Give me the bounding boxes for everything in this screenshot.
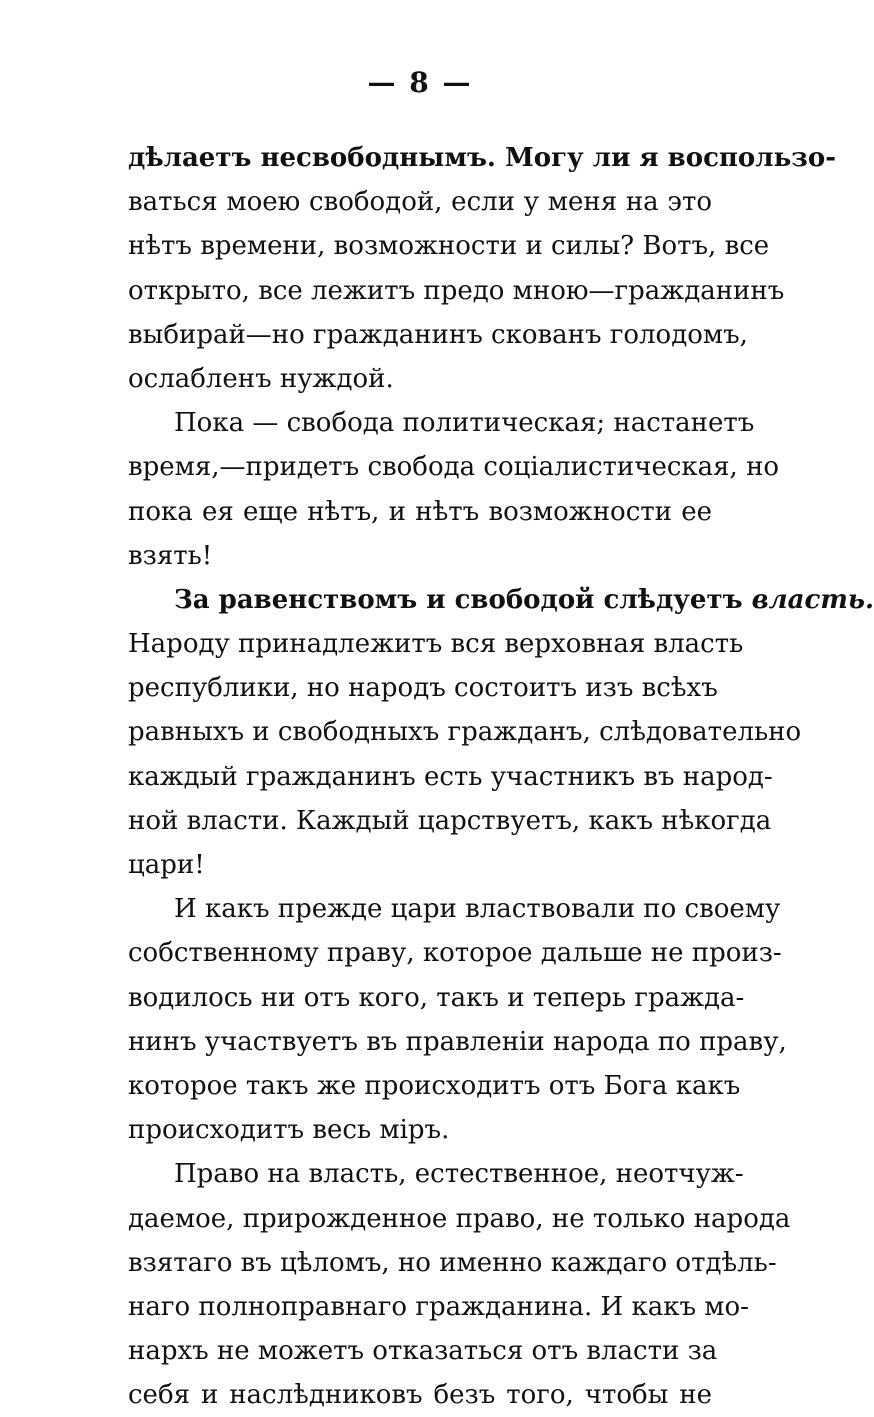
text-line: цари! — [128, 850, 205, 880]
text-line: происходитъ весь міръ. — [128, 1115, 450, 1146]
text-line: Пока — свобода политическая; настанетъ — [174, 408, 755, 439]
paragraph-5 — [128, 1152, 791, 1417]
text-line: водилось ни отъ кого, такъ и теперь гражда- — [128, 982, 745, 1013]
text-line: равныхъ и свободныхъ гражданъ, слѣдовательно — [128, 717, 802, 748]
page-number: — 8 — — [367, 66, 473, 99]
text-line: пока ея еще нѣтъ, и нѣтъ возможности ее — [128, 496, 712, 527]
text-line: дѣлаетъ несвободнымъ. Могу ли я воспользо- — [128, 143, 836, 173]
text-line: себя и наслѣдниковъ безъ того, чтобы не — [128, 1380, 712, 1411]
text-line: нархъ не можетъ отказаться отъ власти за — [128, 1336, 718, 1367]
text-line: ной власти. Каждый царствуетъ, какъ нѣкогда — [128, 805, 772, 836]
paragraph-1 — [128, 136, 836, 401]
text-line: каждый гражданинъ есть участникъ въ народ- — [128, 761, 773, 792]
body-text — [128, 136, 874, 1417]
text-line: нѣтъ времени, возможности и силы? Вотъ, все — [128, 231, 770, 262]
text-line: выбирай—но гражданинъ скованъ голодомъ, — [128, 319, 748, 350]
text-line: даемое, прирожденное право, не только народа — [128, 1203, 791, 1234]
text-line: время,—придетъ свобода соціалистическая, но — [128, 452, 780, 483]
text-line: нинъ участвуетъ въ правленіи народа по праву, — [128, 1026, 787, 1057]
paragraph-4 — [128, 887, 787, 1152]
paragraph-3 — [128, 578, 874, 887]
text-line: республики, но народъ состоитъ изъ всѣхъ — [128, 673, 718, 704]
text-line: ваться моею свободой, если у меня на это — [128, 187, 712, 218]
text-line: открыто, все лежитъ предо мною—гражданинъ — [128, 275, 785, 306]
text-line: взятаго въ цѣломъ, но именно каждаго отдѣль- — [128, 1247, 777, 1278]
text-line: Право на власть, естественное, неотчуж- — [174, 1159, 744, 1190]
text-line-with-emphasis — [128, 578, 874, 622]
text-line: которое такъ же происходитъ отъ Бога какъ — [128, 1070, 741, 1101]
text-line: наго полноправнаго гражданина. И какъ мо- — [128, 1291, 749, 1322]
text-line: Народу принадлежитъ вся верховная власть — [128, 629, 744, 660]
text-line: взять! — [128, 540, 213, 571]
text-line: ослабленъ нуждой. — [128, 363, 394, 394]
emphasized-word: власть. — [751, 584, 874, 615]
paragraph-2 — [128, 401, 780, 578]
text-line: собственному праву, которое дальше не произ- — [128, 938, 782, 969]
text-line: И какъ прежде цари властвовали по своему — [174, 894, 781, 925]
line-prefix: За равенствомъ и свободой слѣдуетъ — [174, 584, 752, 615]
